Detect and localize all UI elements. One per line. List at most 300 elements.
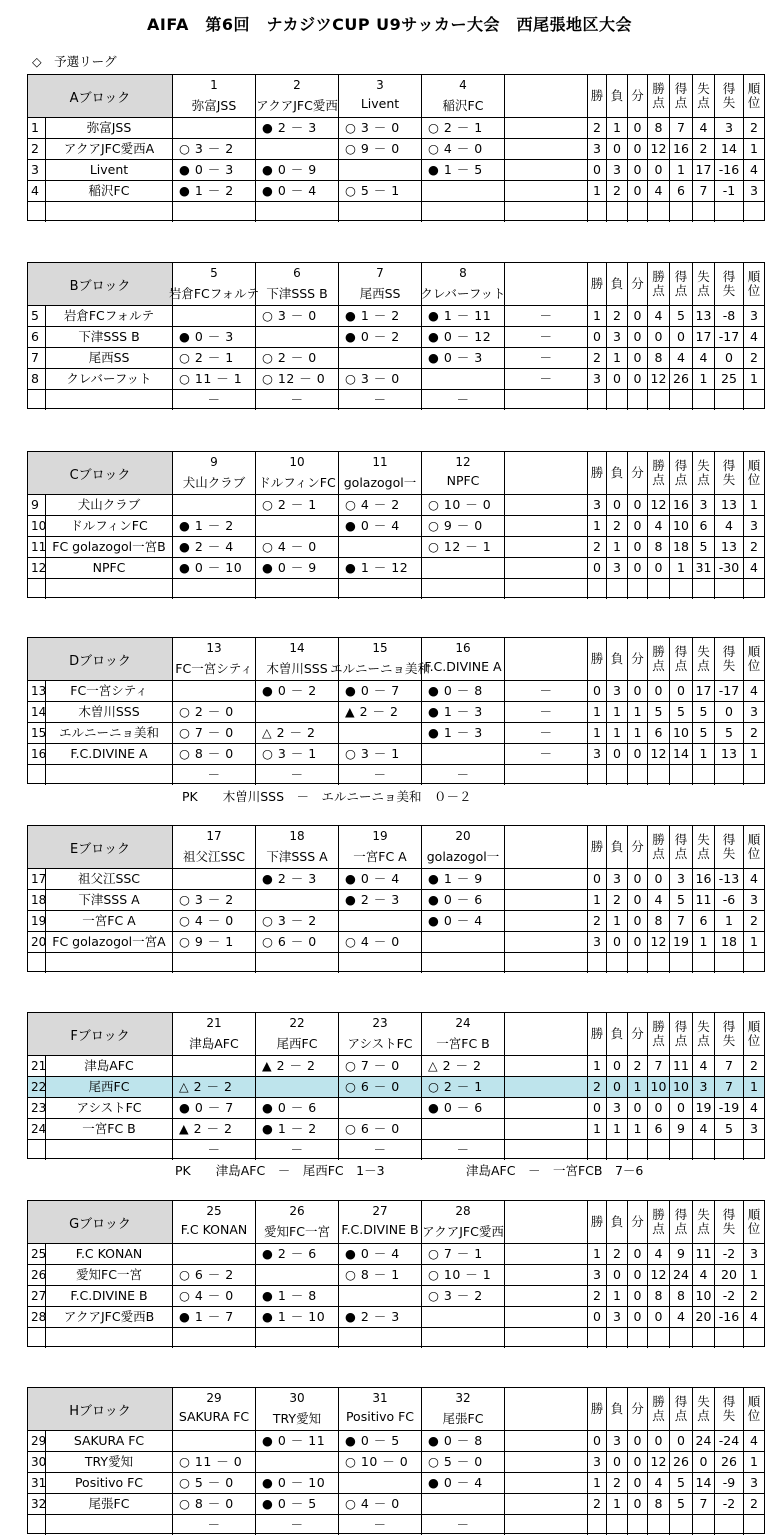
stat-cell: 6	[670, 181, 693, 201]
team-number: 24	[28, 1119, 46, 1139]
stat-cell: 4	[750, 1100, 758, 1115]
result-cell: ● 0 － 6	[422, 1098, 505, 1118]
blank-column-header	[505, 75, 588, 117]
stat-cell: 10	[648, 1077, 670, 1097]
stat-cell: 0	[607, 744, 628, 764]
team-number: 8	[28, 369, 46, 389]
result-cell: ○ 3 － 2	[256, 911, 339, 931]
stat-cell	[670, 1328, 693, 1348]
blank-column-header	[505, 263, 588, 305]
stat-cell: 7	[648, 1056, 670, 1076]
stat-cell: 0	[648, 1307, 670, 1327]
opponent-name: 一宮FC A	[353, 849, 407, 864]
opponent-name: ドルフィンFC	[258, 475, 336, 490]
stat-cell: 4	[648, 1473, 670, 1493]
opponent-number: 18	[289, 829, 305, 843]
team-number: 13	[28, 681, 46, 701]
opponent-number: 7	[376, 266, 384, 280]
stat-cell	[648, 202, 670, 222]
opponent-column-header	[422, 1388, 505, 1430]
stat-header: 順 位	[747, 1207, 761, 1236]
result-cell	[422, 181, 505, 201]
block-header	[28, 1201, 764, 1243]
opponent-name: エルニーニョ美和	[329, 661, 430, 676]
team-name: エルニーニョ美和	[46, 723, 173, 743]
result-cell	[422, 558, 505, 578]
result-cell	[422, 744, 505, 764]
stat-cell: 2	[750, 120, 758, 135]
result-cell: ● 1 － 2	[173, 181, 256, 201]
stat-cell: 8	[648, 911, 670, 931]
stat-cell: 0	[607, 1077, 628, 1097]
result-cell	[422, 1119, 505, 1139]
stat-cell: 16	[670, 139, 693, 159]
result-cell: －	[339, 765, 422, 785]
stat-cell: 3	[607, 869, 628, 889]
blank-column-header	[505, 1201, 588, 1243]
stat-cell: 4	[750, 1309, 758, 1324]
stat-cell: 3	[588, 1452, 607, 1472]
team-number: 22	[28, 1077, 46, 1097]
opponent-column-header	[422, 75, 505, 117]
stat-cell: 3	[750, 518, 758, 533]
result-cell	[173, 118, 256, 138]
stat-cell: 1	[588, 1119, 607, 1139]
team-name	[46, 1140, 173, 1160]
block-table	[27, 825, 765, 972]
stat-header: 負	[607, 75, 628, 117]
result-cell: ● 0 － 11	[256, 1431, 339, 1451]
stat-cell: 4	[670, 1307, 693, 1327]
stat-cell: 1	[588, 702, 607, 722]
stat-cell: 0	[628, 306, 648, 326]
result-cell: ○ 6 － 0	[339, 1077, 422, 1097]
opponent-number: 1	[210, 78, 218, 92]
result-cell: ○ 3 － 2	[422, 1286, 505, 1306]
result-cell	[422, 579, 505, 599]
stat-cell: -19	[715, 1098, 744, 1118]
stat-cell: -8	[715, 306, 744, 326]
stat-header: 勝	[588, 1013, 607, 1055]
team-row	[28, 159, 764, 180]
opponent-number: 30	[289, 1391, 305, 1405]
opponent-number: 2	[293, 78, 301, 92]
result-cell: ▲ 2 － 2	[339, 702, 422, 722]
block-name: Eブロック	[28, 826, 173, 868]
stat-cell: 3	[607, 1431, 628, 1451]
team-row	[28, 180, 764, 201]
blank-column-header	[505, 638, 588, 680]
stat-cell: 12	[648, 744, 670, 764]
result-cell: ○ 8 － 0	[173, 744, 256, 764]
stat-cell: 3	[750, 183, 758, 198]
opponent-name: 岩倉FCフォルテ	[168, 286, 260, 301]
opponent-number: 8	[459, 266, 467, 280]
result-cell: ● 1 － 2	[339, 306, 422, 326]
result-cell	[339, 202, 422, 222]
stat-header: 順 位	[747, 458, 761, 487]
team-number: 28	[28, 1307, 46, 1327]
result-cell: ● 1 － 11	[422, 306, 505, 326]
stat-cell	[693, 390, 715, 410]
team-row	[28, 494, 764, 515]
opponent-number: 16	[455, 641, 471, 655]
stat-header: 失 点	[693, 638, 715, 680]
stat-cell: 3	[588, 744, 607, 764]
stat-cell	[744, 390, 764, 410]
result-cell: －	[339, 390, 422, 410]
result-cell: ○ 4 － 0	[256, 537, 339, 557]
block-table	[27, 74, 765, 221]
stat-cell: 1	[588, 1056, 607, 1076]
stat-cell: 1	[607, 537, 628, 557]
team-number: 15	[28, 723, 46, 743]
result-cell: ● 1 － 9	[422, 869, 505, 889]
stat-cell: -24	[715, 1431, 744, 1451]
stat-cell: 6	[648, 1119, 670, 1139]
team-name: F.C.DIVINE A	[46, 744, 173, 764]
stat-cell: 8	[670, 1286, 693, 1306]
team-name: FC golazogol一宮A	[46, 932, 173, 952]
result-cell	[256, 139, 339, 159]
result-cell	[505, 139, 588, 159]
stat-cell: 0	[588, 160, 607, 180]
stat-cell: 10	[670, 723, 693, 743]
stat-cell: 0	[607, 139, 628, 159]
stat-cell: 1	[607, 348, 628, 368]
result-cell: －	[422, 1140, 505, 1160]
result-cell	[505, 1119, 588, 1139]
stat-cell	[715, 579, 744, 599]
team-number	[28, 953, 46, 973]
stat-header: 勝	[588, 1201, 607, 1243]
block-name: Hブロック	[28, 1388, 173, 1430]
stat-cell: 3	[607, 327, 628, 347]
result-cell: －	[256, 1140, 339, 1160]
team-row	[28, 680, 764, 701]
pk-result-note: 津島AFC － 一宮FCB 7－6	[466, 1163, 644, 1178]
result-cell: ○ 5 － 0	[422, 1452, 505, 1472]
stat-cell: 11	[670, 1056, 693, 1076]
team-name: TRY愛知	[46, 1452, 173, 1472]
opponent-name: 弥富JSS	[191, 98, 237, 113]
stat-cell: 0	[648, 1098, 670, 1118]
block-header	[28, 75, 764, 117]
result-cell: ○ 6 － 2	[173, 1265, 256, 1285]
result-cell	[339, 953, 422, 973]
stat-cell: 18	[715, 932, 744, 952]
result-cell: ○ 2 － 1	[173, 348, 256, 368]
result-cell: ● 0 － 10	[256, 1473, 339, 1493]
pk-result-note: PK 津島AFC － 尾西FC 1－3	[175, 1163, 385, 1178]
stat-cell: 1	[607, 723, 628, 743]
stat-header: 順 位	[747, 1394, 761, 1423]
opponent-number: 19	[372, 829, 388, 843]
stat-cell: 6	[693, 911, 715, 931]
stat-cell: 3	[693, 1077, 715, 1097]
stat-cell: 1	[750, 497, 758, 512]
stat-cell: 0	[588, 869, 607, 889]
stat-cell: 0	[628, 1098, 648, 1118]
opponent-column-header	[422, 1013, 505, 1055]
team-row	[28, 868, 764, 889]
stat-cell: 0	[628, 1244, 648, 1264]
stat-cell: 7	[715, 1056, 744, 1076]
team-number: 17	[28, 869, 46, 889]
block-header	[28, 1013, 764, 1055]
result-cell: ○ 4 － 0	[422, 139, 505, 159]
team-name: 下津SSS A	[46, 890, 173, 910]
result-cell	[256, 1265, 339, 1285]
stat-cell	[588, 953, 607, 973]
block-header	[28, 263, 764, 305]
stat-cell: 24	[693, 1431, 715, 1451]
team-number: 12	[28, 558, 46, 578]
stat-cell: 2	[588, 118, 607, 138]
stat-cell: 7	[670, 118, 693, 138]
stat-cell	[744, 953, 764, 973]
result-cell: ○ 8 － 0	[173, 1494, 256, 1514]
result-cell: ○ 10 － 1	[422, 1265, 505, 1285]
stat-cell: 2	[607, 516, 628, 536]
stat-cell: 0	[628, 537, 648, 557]
team-name	[46, 1515, 173, 1535]
team-name: 祖父江SSC	[46, 869, 173, 889]
opponent-name: アクアJFC愛西	[256, 98, 338, 113]
result-cell: ○ 4 － 0	[173, 1286, 256, 1306]
opponent-number: 15	[372, 641, 388, 655]
opponent-number: 17	[206, 829, 222, 843]
result-cell	[422, 1307, 505, 1327]
result-cell	[505, 1244, 588, 1264]
result-cell	[339, 160, 422, 180]
result-cell: △ 2 － 2	[422, 1056, 505, 1076]
opponent-column-header	[422, 263, 505, 305]
team-name: FC一宮シティ	[46, 681, 173, 701]
result-cell: ● 0 － 7	[173, 1098, 256, 1118]
result-cell: ○ 9 － 0	[339, 139, 422, 159]
result-cell	[505, 390, 588, 410]
stat-cell: -6	[715, 890, 744, 910]
opponent-name: 稲沢FC	[442, 98, 484, 113]
team-row	[28, 931, 764, 952]
stat-cell: 0	[628, 1307, 648, 1327]
team-number: 19	[28, 911, 46, 931]
opponent-column-header	[422, 1201, 505, 1243]
result-cell: △ 2 － 2	[173, 1077, 256, 1097]
stat-cell: 10	[670, 1077, 693, 1097]
stat-cell: 17	[693, 160, 715, 180]
stat-header: 順 位	[747, 832, 761, 861]
opponent-number: 27	[372, 1204, 388, 1218]
stat-cell: 3	[588, 1265, 607, 1285]
stat-cell	[648, 1140, 670, 1160]
opponent-name: F.C KONAN	[180, 1222, 248, 1237]
stat-header: 勝 点	[648, 452, 670, 494]
opponent-name: 下津SSS A	[266, 849, 328, 864]
result-cell: ● 1 － 2	[256, 1119, 339, 1139]
stat-header: 分	[628, 75, 648, 117]
stat-cell: 1	[588, 1473, 607, 1493]
result-cell	[256, 1328, 339, 1348]
team-name: 一宮FC B	[46, 1119, 173, 1139]
stat-cell	[588, 1515, 607, 1535]
stat-cell: 0	[670, 1098, 693, 1118]
result-cell: ○ 12 － 0	[256, 369, 339, 389]
stat-cell: 5	[693, 537, 715, 557]
result-cell	[505, 516, 588, 536]
stat-header: 分	[628, 826, 648, 868]
result-cell	[256, 579, 339, 599]
team-number	[28, 1515, 46, 1535]
result-cell: ○ 2 － 0	[173, 702, 256, 722]
stat-cell	[628, 202, 648, 222]
team-name: 一宮FC A	[46, 911, 173, 931]
stat-cell: 13	[715, 537, 744, 557]
opponent-number: 32	[455, 1391, 471, 1405]
result-cell	[173, 1244, 256, 1264]
result-cell	[339, 348, 422, 368]
result-cell: ○ 12 － 1	[422, 537, 505, 557]
opponent-number: 31	[372, 1391, 388, 1405]
team-name: 尾西FC	[46, 1077, 173, 1097]
stat-cell	[670, 953, 693, 973]
team-name: 弥富JSS	[46, 118, 173, 138]
team-row	[28, 305, 764, 326]
stat-cell	[744, 1140, 764, 1160]
stat-cell	[693, 953, 715, 973]
stat-cell: 0	[628, 890, 648, 910]
result-cell: －	[422, 390, 505, 410]
stat-cell: 0	[628, 558, 648, 578]
stat-cell: 0	[588, 327, 607, 347]
stat-cell: 4	[750, 162, 758, 177]
stat-cell: 7	[693, 1494, 715, 1514]
stat-cell: 4	[648, 890, 670, 910]
result-cell: －	[173, 1140, 256, 1160]
stat-cell: 5	[670, 890, 693, 910]
team-name: クレバーフット	[46, 369, 173, 389]
stat-header: 得 点	[670, 1388, 693, 1430]
stat-cell: 14	[693, 1473, 715, 1493]
blank-row	[28, 389, 764, 410]
team-number	[28, 579, 46, 599]
stat-cell: 12	[648, 495, 670, 515]
opponent-name: 一宮FC B	[436, 1036, 490, 1051]
stat-cell: 0	[588, 558, 607, 578]
stat-cell: 1	[670, 160, 693, 180]
result-cell: －	[505, 744, 588, 764]
stat-cell: 4	[693, 118, 715, 138]
stat-cell: 9	[670, 1244, 693, 1264]
opponent-name: Livent	[360, 96, 400, 111]
stat-header: 勝	[588, 1388, 607, 1430]
block-table	[27, 1387, 765, 1534]
team-number: 25	[28, 1244, 46, 1264]
stat-cell: 25	[715, 369, 744, 389]
stat-header: 勝	[588, 638, 607, 680]
result-cell: －	[505, 369, 588, 389]
team-name	[46, 579, 173, 599]
stat-cell: 1	[588, 1244, 607, 1264]
result-cell	[505, 911, 588, 931]
team-number	[28, 390, 46, 410]
result-cell	[339, 579, 422, 599]
result-cell	[505, 1098, 588, 1118]
result-cell	[173, 869, 256, 889]
stat-cell: 19	[693, 1098, 715, 1118]
stat-cell: -30	[715, 558, 744, 578]
stat-cell	[715, 1328, 744, 1348]
stat-cell: 3	[588, 369, 607, 389]
opponent-name: NPFC	[446, 473, 480, 488]
result-cell	[505, 558, 588, 578]
stat-cell: 5	[693, 702, 715, 722]
team-row	[28, 347, 764, 368]
stat-header: 勝 点	[648, 263, 670, 305]
stat-cell: 0	[607, 1265, 628, 1285]
stat-header: 得 点	[670, 452, 693, 494]
team-number	[28, 202, 46, 222]
result-cell: ● 0 － 8	[422, 681, 505, 701]
result-cell	[505, 181, 588, 201]
stat-cell	[628, 1140, 648, 1160]
stat-header: 得 失	[715, 1388, 744, 1430]
opponent-name: 津島AFC	[189, 1036, 239, 1051]
result-cell: ○ 6 － 0	[256, 932, 339, 952]
stat-cell: 5	[670, 306, 693, 326]
result-cell: －	[256, 1515, 339, 1535]
result-cell: ○ 7 － 1	[422, 1244, 505, 1264]
team-number: 10	[28, 516, 46, 536]
stat-cell: 0	[693, 1452, 715, 1472]
stat-cell: 3	[607, 1307, 628, 1327]
opponent-number: 4	[459, 78, 467, 92]
result-cell: －	[505, 348, 588, 368]
stat-cell: 7	[715, 1077, 744, 1097]
result-cell	[173, 306, 256, 326]
stat-cell	[588, 579, 607, 599]
stat-cell: 0	[628, 369, 648, 389]
blank-column-header	[505, 1388, 588, 1430]
result-cell	[422, 932, 505, 952]
stat-cell: 2	[750, 1288, 758, 1303]
result-cell: ● 0 － 6	[422, 890, 505, 910]
stat-cell: 13	[715, 495, 744, 515]
team-row	[28, 1306, 764, 1327]
stat-cell: 0	[648, 1431, 670, 1451]
team-row	[28, 557, 764, 578]
result-cell: －	[505, 327, 588, 347]
stat-cell: 4	[693, 1119, 715, 1139]
result-cell	[173, 495, 256, 515]
stat-cell: 4	[750, 1433, 758, 1448]
stat-cell: 2	[588, 348, 607, 368]
stat-cell: 1	[750, 934, 758, 949]
result-cell: ○ 3 － 1	[339, 744, 422, 764]
stat-cell: 1	[750, 371, 758, 386]
opponent-number: 23	[372, 1016, 388, 1030]
block-table	[27, 451, 765, 598]
stat-cell	[693, 579, 715, 599]
stat-cell: 4	[693, 1265, 715, 1285]
stat-cell: 12	[648, 369, 670, 389]
stat-cell: 0	[628, 1286, 648, 1306]
result-cell: －	[339, 1515, 422, 1535]
team-name	[46, 1328, 173, 1348]
stat-cell: 4	[693, 348, 715, 368]
result-cell: ○ 7 － 0	[173, 723, 256, 743]
